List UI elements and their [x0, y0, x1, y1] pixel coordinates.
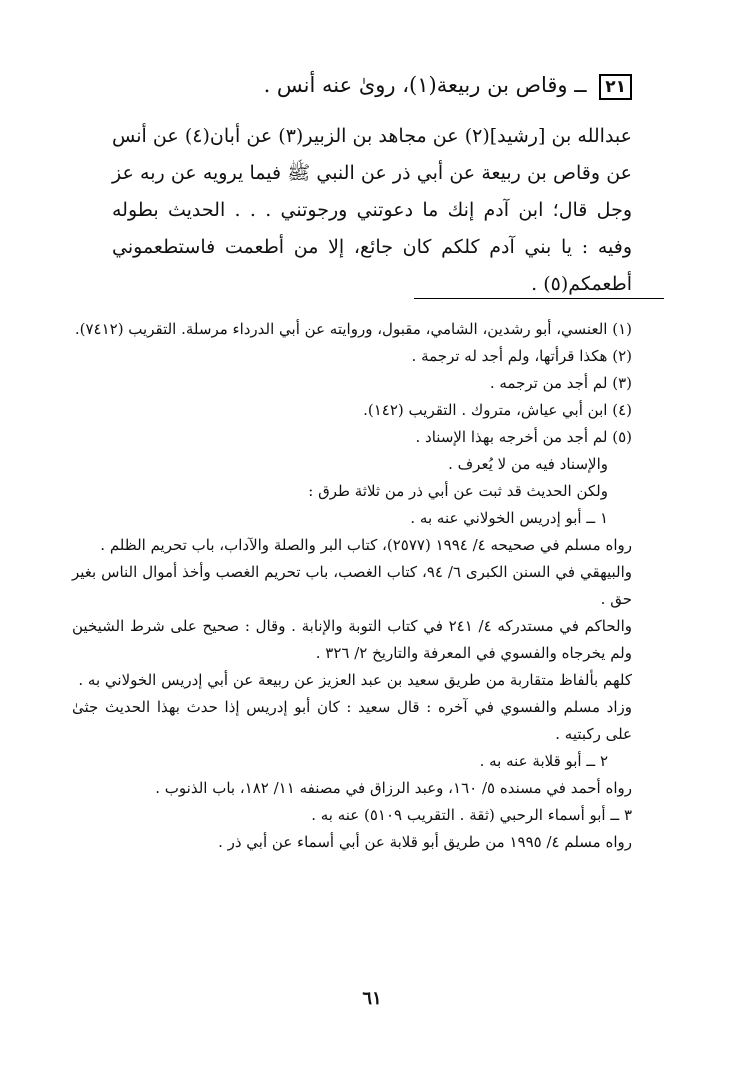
footnote-5-line: وزاد مسلم والفسوي في آخره : قال سعيد : كان أبو إدريس إذا حدث بهذا الحديث جثیٰ على ركبتيه . [72, 698, 632, 743]
footnote-text: ابن أبي عياش، متروك . التقريب (١٤٢). [363, 401, 608, 419]
footnote-5-line: رواه أحمد في مسنده ٥/ ١٦٠، وعبد الرزاق في مصنفه ١١/ ١٨٢، باب الذنوب . [155, 779, 632, 797]
footnote-5-line: والحاكم في مستدركه ٤/ ٢٤١ في كتاب التوبة والإنابة . وقال : صحيح على شرط الشيخين ولم يخرجاه والفسوي في المعرفة والتاريخ ٢/ ٣٢٦ . [72, 617, 632, 662]
entry-heading [72, 70, 632, 100]
footnotes [72, 316, 632, 856]
footnote-5-line: رواه مسلم في صحيحه ٤/ ١٩٩٤ (٢٥٧٧)، كتاب البر والصلة والآداب، باب تحريم الظلم . [100, 536, 632, 554]
footnote-text: لم أجد من ترجمه . [489, 374, 608, 392]
main-paragraph: عبدالله بن [رشيد](٢) عن مجاهد بن الزبير(٣) عن أبان(٤) عن أنس عن وقاص بن ربيعة عن أبي ذر عن النبي ﷺ فيما يرويه عن ربه عز وجل قال؛ ابن آدم إنك ما دعوتني ورجوتني . . . الحديث بطوله وفيه : يا بني آدم كلكم كان جائع، إلا من أطعمت فاستطعموني أطعمكم(٥) . [112, 125, 632, 295]
footnote-number: (٣) [612, 374, 632, 392]
footnote-5-line: ١ ــ أبو إدريس الخولاني عنه به . [410, 509, 608, 527]
footnote-4 [72, 397, 632, 424]
page-number: ٦١ [362, 988, 382, 1009]
footnote-number: (٤) [612, 401, 632, 419]
footnote-5-line: ٣ ــ أبو أسماء الرحبي (ثقة . التقريب ٥١٠٩) عنه به . [311, 806, 632, 824]
footnote-text: لم أجد من أخرجه بهذا الإسناد . [415, 428, 608, 446]
footnote-5-line: ولكن الحديث قد ثبت عن أبي ذر من ثلاثة طرق : [308, 482, 608, 500]
footnote-3 [72, 370, 632, 397]
footnote-5-line: والإسناد فيه من لا يُعرف . [448, 455, 608, 473]
footnote-2 [72, 343, 632, 370]
footnote-5-line: رواه مسلم ٤/ ١٩٩٥ من طريق أبو قلابة عن أبي أسماء عن أبي ذر . [218, 833, 632, 851]
footnote-5-line: ٢ ــ أبو قلابة عنه به . [479, 752, 608, 770]
footnote-separator [414, 298, 664, 299]
footnote-number: (١) [612, 320, 632, 338]
footnote-5 [72, 424, 632, 451]
footnote-1 [72, 316, 632, 343]
entry-heading-text: ــ وقاص بن ربيعة(١)، رویٰ عنه أنس . [263, 73, 587, 97]
main-text [112, 118, 632, 303]
footnote-5-line: والبيهقي في السنن الكبرى ٦/ ٩٤، كتاب الغصب، باب تحريم الغصب وأخذ أموال الناس بغير حق . [72, 563, 633, 608]
footnote-number: (٢) [612, 347, 632, 365]
entry-number-box: ٢١ [599, 74, 632, 100]
footnote-5-line: كلهم بألفاظ متقاربة من طريق سعيد بن عبد العزيز عن ربيعة عن أبي إدريس الخولاني به . [78, 671, 632, 689]
footnote-text: العنسي، أبو رشدين، الشامي، مقبول، وروايته عن أبي الدرداء مرسلة. التقريب (٧٤١٢). [74, 320, 608, 338]
footnote-text: هكذا قرأتها، ولم أجد له ترجمة . [411, 347, 608, 365]
footnote-number: (٥) [612, 428, 632, 446]
